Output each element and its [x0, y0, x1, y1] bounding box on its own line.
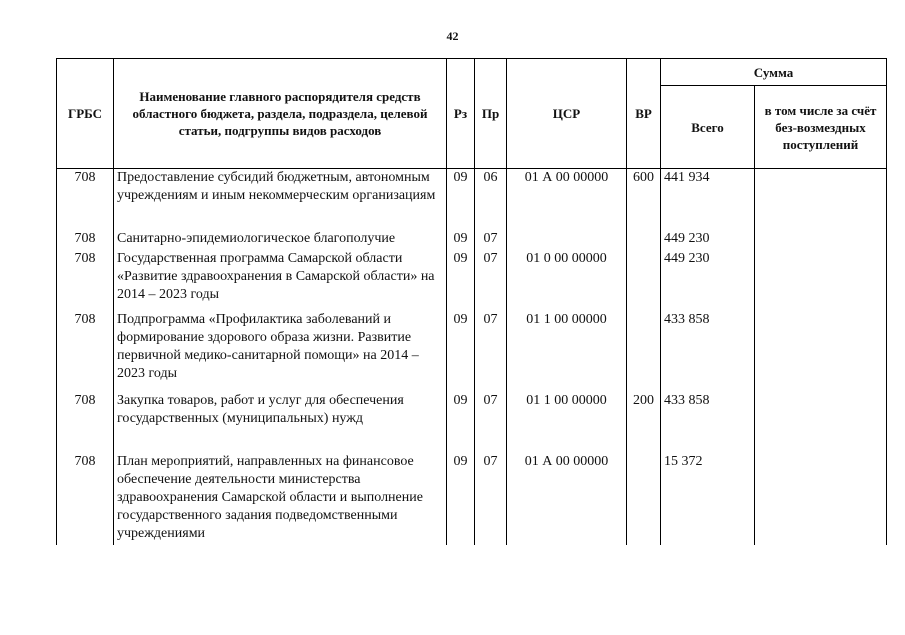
- table-row: [57, 230, 887, 250]
- cell-rz: 09: [447, 250, 475, 311]
- cell-bezv: [755, 250, 887, 311]
- cell-vr: [627, 453, 661, 545]
- cell-rz: 09: [447, 453, 475, 545]
- header-bezvozmezdnye: в том числе за счёт без-возмездных поступлений: [755, 86, 887, 169]
- header-vr: ВР: [627, 59, 661, 169]
- cell-vsego: 433 858: [661, 392, 755, 453]
- cell-csr: 01 0 00 00000: [507, 250, 627, 311]
- header-pr: Пр: [475, 59, 507, 169]
- cell-grbs: 708: [57, 311, 114, 392]
- cell-vr: [627, 250, 661, 311]
- cell-csr: [507, 230, 627, 250]
- cell-csr: 01 1 00 00000: [507, 392, 627, 453]
- cell-csr: 01 1 00 00000: [507, 311, 627, 392]
- cell-name: Закупка товаров, работ и услуг для обеспечения государственных (муниципальных) нужд: [114, 392, 447, 453]
- cell-grbs: 708: [57, 250, 114, 311]
- cell-vr: [627, 311, 661, 392]
- cell-vr: [627, 230, 661, 250]
- table-row: [57, 250, 887, 311]
- cell-grbs: 708: [57, 230, 114, 250]
- table-row: [57, 392, 887, 453]
- cell-csr: 01 А 00 00000: [507, 453, 627, 545]
- header-summa: Сумма: [661, 59, 887, 86]
- cell-name: План мероприятий, направленных на финансовое обеспечение деятельности министерства здравоохранения Самарской области и выполнение государственного задания подведомственными учреждениями: [114, 453, 447, 545]
- cell-pr: 07: [475, 453, 507, 545]
- cell-pr: 07: [475, 230, 507, 250]
- cell-rz: 09: [447, 230, 475, 250]
- header-row: [57, 59, 887, 86]
- cell-vsego: 433 858: [661, 311, 755, 392]
- cell-rz: 09: [447, 169, 475, 230]
- cell-rz: 09: [447, 311, 475, 392]
- cell-grbs: 708: [57, 453, 114, 545]
- cell-name: Предоставление субсидий бюджетным, автономным учреждениям и иным некоммерческим организациям: [114, 169, 447, 230]
- cell-vsego: 15 372: [661, 453, 755, 545]
- cell-rz: 09: [447, 392, 475, 453]
- cell-pr: 07: [475, 250, 507, 311]
- table-row: [57, 311, 887, 392]
- header-rz: Рз: [447, 59, 475, 169]
- cell-name: Государственная программа Самарской области «Развитие здравоохранения в Самарской области» на 2014 – 2023 годы: [114, 250, 447, 311]
- budget-table: [56, 58, 887, 545]
- table-row: [57, 169, 887, 230]
- cell-bezv: [755, 230, 887, 250]
- cell-vsego: 441 934: [661, 169, 755, 230]
- cell-grbs: 708: [57, 392, 114, 453]
- header-vsego: Всего: [661, 86, 755, 169]
- cell-pr: 06: [475, 169, 507, 230]
- cell-pr: 07: [475, 392, 507, 453]
- cell-name: Санитарно-эпидемиологическое благополучие: [114, 230, 447, 250]
- cell-name: Подпрограмма «Профилактика заболеваний и формирование здорового образа жизни. Развитие первичной медико-санитарной помощи» на 2014 – 2023 годы: [114, 311, 447, 392]
- cell-vr: 200: [627, 392, 661, 453]
- cell-csr: 01 А 00 00000: [507, 169, 627, 230]
- header-grbs: ГРБС: [57, 59, 114, 169]
- header-name: Наименование главного распорядителя средств областного бюджета, раздела, подраздела, целевой статьи, подгруппы видов расходов: [114, 59, 447, 169]
- header-csr: ЦСР: [507, 59, 627, 169]
- table-row: [57, 453, 887, 545]
- cell-vr: 600: [627, 169, 661, 230]
- cell-bezv: [755, 392, 887, 453]
- cell-bezv: [755, 453, 887, 545]
- page-number: 42: [446, 29, 459, 43]
- cell-grbs: 708: [57, 169, 114, 230]
- cell-bezv: [755, 169, 887, 230]
- cell-vsego: 449 230: [661, 230, 755, 250]
- cell-pr: 07: [475, 311, 507, 392]
- cell-bezv: [755, 311, 887, 392]
- cell-vsego: 449 230: [661, 250, 755, 311]
